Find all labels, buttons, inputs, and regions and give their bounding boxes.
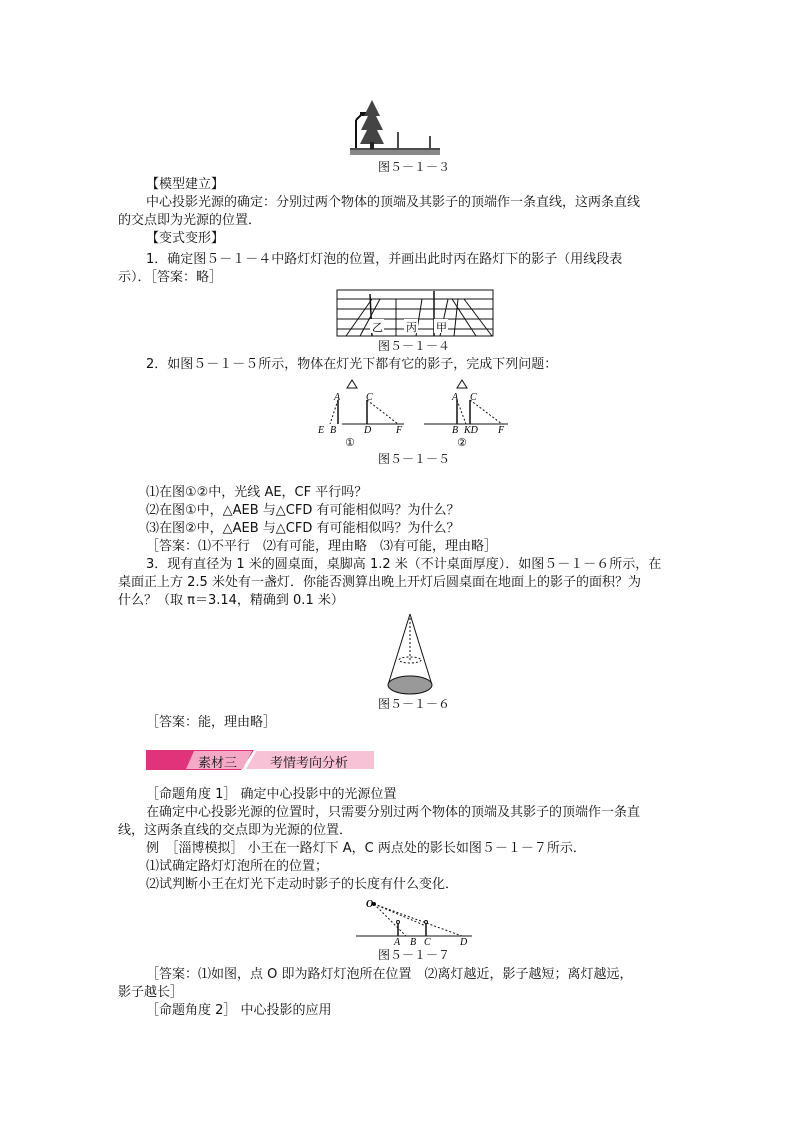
svg-text:KD: KD [464,425,478,436]
label-jia: 甲 [436,322,447,334]
figure-5-1-3 [348,96,442,158]
angle-1-paragraph-2: 线，这两条直线的交点即为光源的位置． [118,823,353,838]
label-bing: 丙 [406,322,417,334]
model-paragraph-2: 的交点即为光源的位置． [118,213,262,228]
lamp-icon [347,380,357,388]
svg-text:A: A [334,392,341,403]
question-2: 2．如图５－１－５所示，物体在灯光下都有它的影子，完成下列问题： [146,357,558,372]
section-banner [146,750,374,770]
question-3-line-3: 什么？（取 π＝3.14，精确到 0.1 米） [118,593,344,608]
tree-icon [360,100,384,149]
svg-text:C: C [424,937,431,948]
diagram-2 [424,380,508,449]
svg-text:B: B [452,425,459,436]
figure-5-1-5 [312,376,512,448]
caption-fig-5-1-6: 图５－１－６ [378,697,451,711]
caption-fig-5-1-5: 图５－１－５ [378,452,451,466]
svg-text:O: O [366,899,374,910]
label-yi: 乙 [372,322,383,334]
svg-text:①: ① [345,436,355,449]
example-answer-line-1: ［答案：⑴如图，点 O 即为路灯灯泡所在位置 ⑵离灯越近，影子越短；离灯越远， [146,967,633,982]
svg-text:D: D [460,937,468,948]
caption-fig-5-1-4: 图５－１－４ [378,339,451,353]
table-shadow [388,676,432,694]
svg-text:C: C [470,392,477,403]
question-1-line-1: 1．确定图５－１－４中路灯灯泡的位置，并画出此时丙在路灯下的影子（用线段表 [146,252,623,267]
svg-text:②: ② [457,436,467,449]
figure-5-1-6 [385,612,437,696]
question-3-line-1: 3．现有直径为 1 米的圆桌面，桌脚高 1.2 米（不计桌面厚度）．如图５－１－６所示，在 [146,557,662,572]
caption-fig-5-1-7: 图５－１－７ [378,948,451,962]
svg-text:C: C [366,392,373,403]
lamp-icon [457,380,467,388]
diagram-1 [317,380,404,449]
example-statement: 例 ［淄博模拟］ 小王在一路灯下 A，C 两点处的影长如图５－１－７所示． [146,841,586,856]
svg-text:D: D [364,425,372,436]
svg-text:B: B [330,425,337,436]
variant-heading: 【变式变形】 [146,231,225,246]
angle-1-paragraph-1: 在确定中心投影光源的位置时，只需要分别过两个物体的顶端及其影子的顶端作一条直 [146,805,641,820]
question-3-line-2: 桌面正上方 2.5 米处有一盏灯．你能否测算出晚上开灯后圆桌面在地面上的影子的面积？为 [118,575,641,590]
question-2-answer: ［答案：⑴不平行 ⑵有可能，理由略 ⑶有可能，理由略］ [146,539,498,554]
svg-text:A: A [452,392,459,403]
model-heading: 【模型建立】 [146,177,225,192]
angle-2-heading: ［命题角度 2］ 中心投影的应用 [146,1003,332,1018]
question-3-answer: ［答案：能，理由略］ [146,715,277,730]
figure-5-1-7 [352,894,476,948]
example-part-2: ⑵试判断小王在灯光下走动时影子的长度有什么变化． [146,877,459,892]
example-answer-line-2: 影子越长］ [118,985,184,1000]
question-1-line-2: 示）．［答案：略］ [118,270,223,285]
figure-5-1-4 [336,289,494,337]
svg-text:E: E [318,425,325,436]
question-2-part-2: ⑵在图①中，△AEB 与△CFD 有可能相似吗？为什么？ [146,503,460,518]
svg-text:F: F [396,425,403,436]
banner-tag: 素材三 [198,756,238,771]
question-2-part-3: ⑶在图②中，△AEB 与△CFD 有可能相似吗？为什么？ [146,521,460,536]
model-paragraph-1: 中心投影光源的确定：分别过两个物体的顶端及其影子的顶端作一条直线，这两条直线 [146,195,641,210]
svg-text:A: A [394,937,401,948]
angle-1-heading: ［命题角度 1］ 确定中心投影中的光源位置 [146,787,397,802]
svg-text:B: B [410,937,417,948]
caption-fig-5-1-3: 图５－１－３ [378,160,451,174]
banner-title: 考情考向分析 [270,756,349,771]
question-2-part-1: ⑴在图①②中，光线 AE，CF 平行吗？ [146,485,368,500]
svg-text:F: F [498,425,505,436]
example-part-1: ⑴试确定路灯灯泡所在的位置； [146,859,329,874]
